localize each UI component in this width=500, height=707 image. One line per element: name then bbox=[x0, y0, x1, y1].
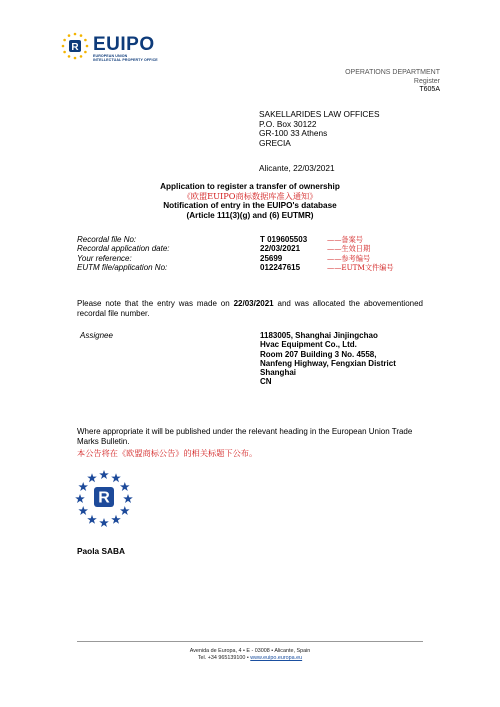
assignee-line: 1183005, Shanghai Jinjingchao bbox=[260, 331, 378, 340]
field-annotation: ——备案号 bbox=[327, 235, 363, 244]
footer-address: Avenida de Europa, 4 • E - 03008 • Alicante, Spain bbox=[189, 648, 311, 654]
register-label: Register bbox=[413, 77, 440, 85]
field-annotation: ——生效日期 bbox=[327, 244, 371, 254]
field-label: Recordal application date: bbox=[77, 244, 170, 254]
field-row bbox=[77, 244, 437, 253]
publication-chinese-annotation: 本公告将在《欧盟商标公告》的相关标题下公布。 bbox=[77, 448, 258, 458]
assignee-line: Nanfeng Highway, Fengxian District bbox=[260, 358, 396, 368]
euipo-star-logo-icon bbox=[60, 31, 90, 61]
field-value: 22/03/2021 bbox=[260, 244, 301, 254]
logo-sub-line-2: INTELLECTUAL PROPERTY OFFICE bbox=[93, 58, 158, 62]
field-value: T 019605503 bbox=[260, 235, 308, 244]
footer-phone: Tel. +34 965139100 • bbox=[197, 655, 251, 661]
field-annotation: ——参考编号 bbox=[327, 253, 371, 263]
title-line-3: (Article 111(3)(g) and (6) EUTMR) bbox=[186, 210, 314, 220]
assignee-line: CN bbox=[260, 377, 272, 387]
place-date: Alicante, 22/03/2021 bbox=[259, 163, 335, 173]
logo-sub-line-1: EUROPEAN UNION bbox=[93, 54, 128, 58]
euipo-emblem-icon bbox=[74, 467, 134, 527]
footer bbox=[0, 648, 500, 662]
title-line-2: Notification of entry in the EUIPO's database bbox=[163, 201, 337, 211]
field-label: Recordal file No: bbox=[77, 235, 137, 244]
assignee-line: Room 207 Building 3 No. 4558, bbox=[260, 349, 377, 359]
recipient-line: P.O. Box 30122 bbox=[259, 118, 317, 129]
assignee-line: Hvac Equipment Co., Ltd. bbox=[260, 340, 357, 350]
note-text-after: and was allocated the abovementioned recordal file number. bbox=[77, 299, 423, 318]
svg-text:R: R bbox=[71, 42, 79, 53]
assignee-label: Assignee bbox=[80, 331, 113, 340]
field-annotation: ——EUTM文件编号 bbox=[327, 262, 394, 272]
footer-divider bbox=[77, 641, 423, 642]
recipient-line: GRECIA bbox=[259, 137, 291, 148]
euipo-logo bbox=[60, 31, 180, 65]
signatory-name: Paola SABA bbox=[77, 546, 125, 556]
publication-paragraph: Where appropriate it will be published under the relevant heading in the European Union Trade Marks Bulletin. bbox=[77, 427, 413, 446]
department-header bbox=[345, 69, 440, 95]
field-row bbox=[77, 254, 437, 263]
entry-note-paragraph bbox=[77, 299, 423, 319]
title-chinese-annotation: 《欧盟EUIPO商标数据库准入通知》 bbox=[182, 190, 318, 201]
note-text-before: Please note that the entry was made on bbox=[77, 299, 234, 308]
field-label: EUTM file/application No: bbox=[77, 262, 168, 272]
recipient-address bbox=[259, 110, 380, 148]
field-label: Your reference: bbox=[77, 253, 132, 263]
department-name: OPERATIONS DEPARTMENT bbox=[345, 69, 440, 76]
footer-website-link[interactable]: www.euipo.europa.eu bbox=[250, 655, 303, 661]
logo-brand: EUIPO bbox=[93, 34, 155, 55]
recipient-line: GR-100 33 Athens bbox=[259, 128, 328, 139]
field-value: 25699 bbox=[260, 253, 283, 263]
assignee-address bbox=[260, 331, 396, 387]
svg-text:R: R bbox=[98, 489, 110, 507]
form-code: T605A bbox=[419, 86, 440, 93]
field-row bbox=[77, 235, 437, 244]
assignee-line: Shanghai bbox=[260, 368, 297, 378]
entry-date: 22/03/2021 bbox=[233, 299, 274, 308]
recordal-fields bbox=[77, 235, 437, 272]
recipient-line: SAKELLARIDES LAW OFFICES bbox=[259, 109, 380, 119]
field-value: 012247615 bbox=[260, 262, 301, 272]
field-row bbox=[77, 263, 437, 272]
title-line-1: Application to register a transfer of ownership bbox=[160, 182, 340, 191]
document-title bbox=[0, 182, 500, 220]
footer-contact bbox=[0, 655, 500, 662]
